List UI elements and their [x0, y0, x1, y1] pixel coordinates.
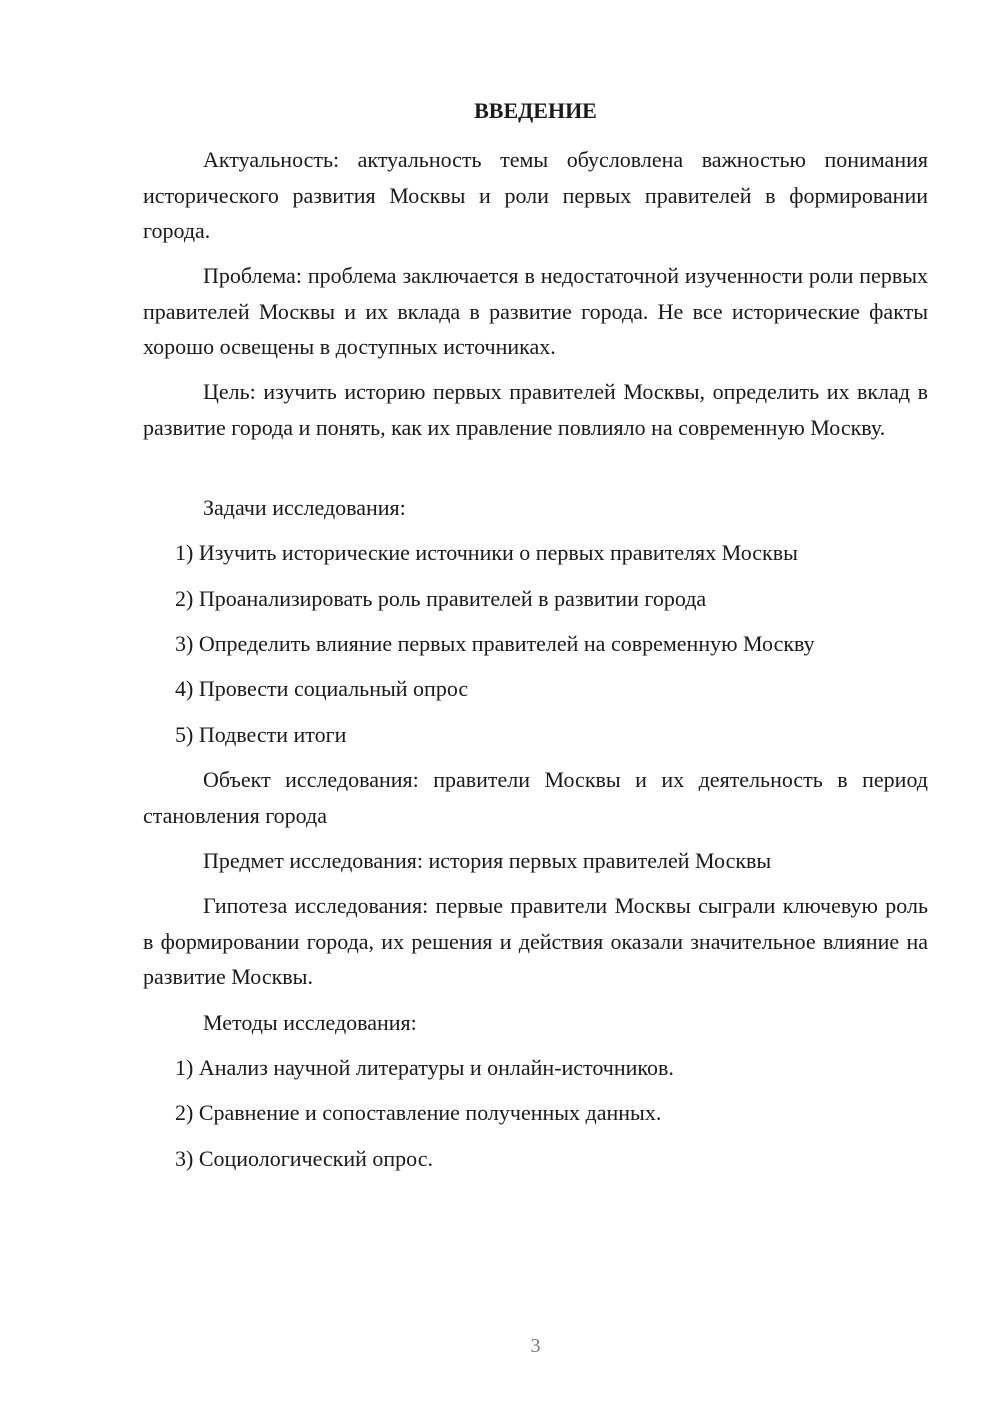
- task-item: 3) Определить влияние первых правителей на современную Москву: [175, 631, 815, 656]
- method-item: 2) Сравнение и сопоставление полученных данных.: [175, 1100, 662, 1125]
- relevance-paragraph: Актуальность: актуальность темы обусловлена важностью понимания исторического развития Москвы и роли первых правителей в формировании города.: [143, 147, 928, 243]
- subject-paragraph: Предмет исследования: история первых правителей Москвы: [203, 848, 772, 873]
- task-item: 1) Изучить исторические источники о первых правителях Москвы: [175, 540, 798, 565]
- methods-title: Методы исследования:: [203, 1010, 417, 1035]
- page-number: 3: [530, 1335, 541, 1357]
- object-paragraph: Объект исследования: правители Москвы и их деятельность в период становления города: [143, 767, 928, 828]
- page-heading: ВВЕДЕНИЕ: [474, 98, 597, 123]
- goal-paragraph: Цель: изучить историю первых правителей Москвы, определить их вклад в развитие города и понять, как их правление повлияло на современную Москву.: [143, 379, 928, 440]
- problem-paragraph: Проблема: проблема заключается в недостаточной изученности роли первых правителей Москвы и их вклада в развитие города. Не все исторические факты хорошо освещены в доступных источниках.: [143, 263, 928, 359]
- method-item: 1) Анализ научной литературы и онлайн-источников.: [175, 1055, 674, 1080]
- method-item: 3) Социологический опрос.: [175, 1146, 433, 1171]
- document-page: [143, 0, 928, 1414]
- task-item: 4) Провести социальный опрос: [175, 676, 469, 701]
- tasks-title: Задачи исследования:: [203, 495, 406, 520]
- task-item: 2) Проанализировать роль правителей в развитии города: [175, 586, 707, 611]
- task-item: 5) Подвести итоги: [175, 722, 347, 747]
- hypothesis-paragraph: Гипотеза исследования: первые правители Москвы сыграли ключевую роль в формировании города, их решения и действия оказали значительное влияние на развитие Москвы.: [143, 893, 928, 989]
